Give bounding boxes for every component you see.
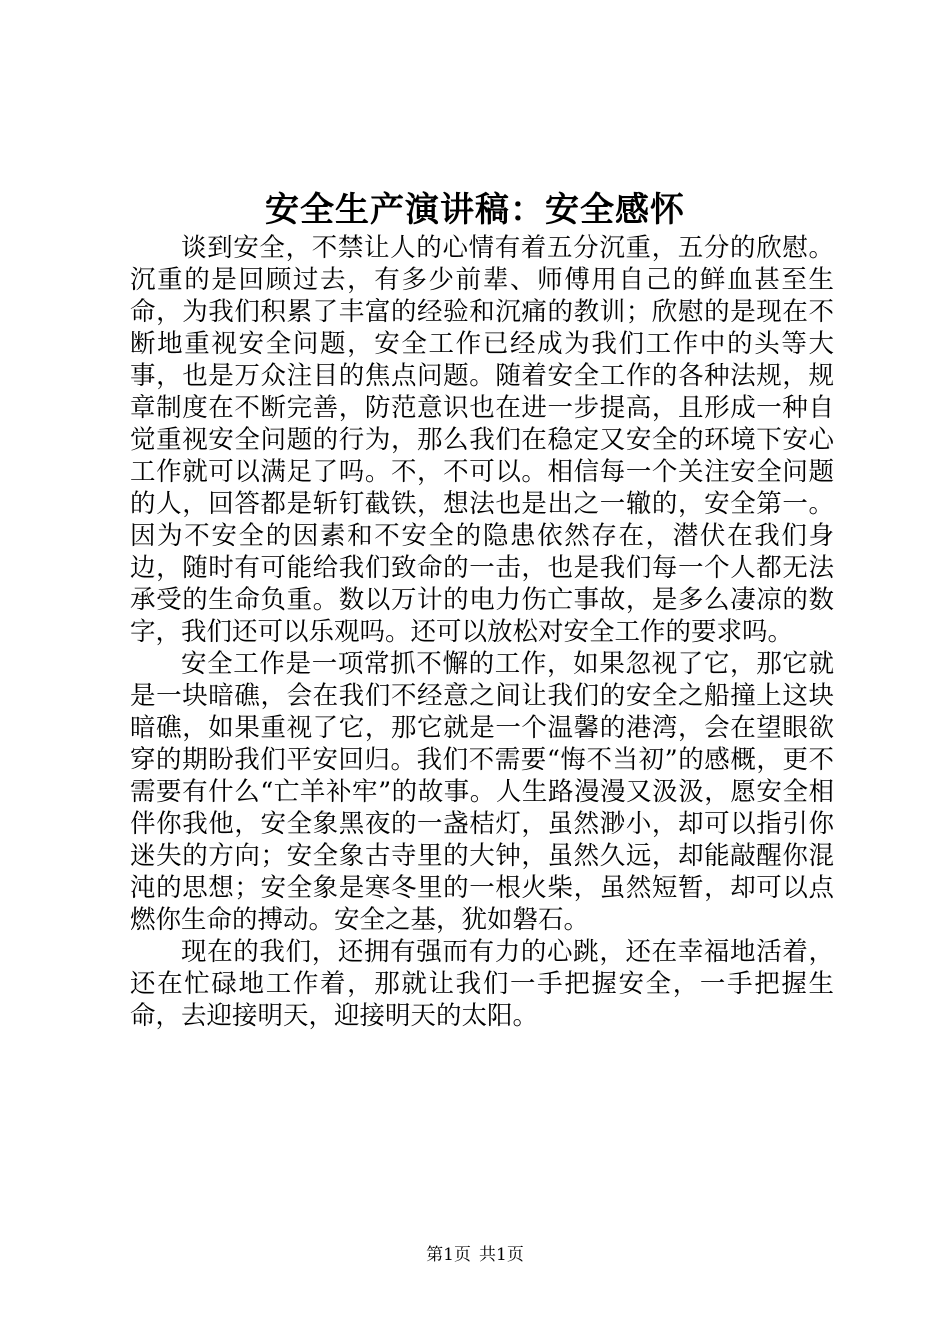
document-title: 安全生产演讲稿：安全感怀 [265,190,685,230]
paragraph-1: 谈到安全，不禁让人的心情有着五分沉重，五分的欣慰。沉重的是回顾过去，有多少前辈、师傅用自己的鲜血甚至生命，为我们积累了丰富的经验和沉痛的教训；欣慰的是现在不断地重视安全问题，安全工作已经成为我们工作中的头等大事，也是万众注目的焦点问题。随着安全工作的各种法规，规章制度在不断完善，防范意识也在进一步提高，且形成一种自觉重视安全问题的行为，那么我们在稳定又安全的环境下安心工作就可以满足了吗。不，不可以。相信每一个关注安全问题的人，回答都是斩钉截铁，想法也是出之一辙的，安全第一。因为不安全的因素和不安全的隐患依然存在，潜伏在我们身边，随时有可能给我们致命的一击，也是我们每一个人都无法承受的生命负重。数以万计的电力伤亡事故，是多么凄凉的数字，我们还可以乐观吗。还可以放松对安全工作的要求吗。 [130,233,834,647]
page-footer [0,1243,950,1267]
page-number-current: 第1页 [426,1245,471,1265]
paragraph-2: 安全工作是一项常抓不懈的工作，如果忽视了它，那它就是一块暗礁，会在我们不经意之间让我们的安全之船撞上这块暗礁，如果重视了它，那它就是一个温馨的港湾，会在望眼欲穿的期盼我们平安回归。我们不需要“悔不当初”的感概，更不需要有什么“亡羊补牢”的故事。人生路漫漫又汲汲，愿安全相伴你我他，安全象黑夜的一盏桔灯，虽然渺小，却可以指引你迷失的方向；安全象古寺里的大钟，虽然久远，却能敲醒你混沌的思想；安全象是寒冬里的一根火柴，虽然短暂，却可以点燃你生命的搏动。安全之基，犹如磐石。 [130,649,834,935]
page-number-total: 共1页 [479,1245,524,1265]
document-body [130,232,834,1032]
paragraph-3: 现在的我们，还拥有强而有力的心跳，还在幸福地活着，还在忙碌地工作着，那就让我们一手把握安全，一手把握生命，去迎接明天，迎接明天的太阳。 [130,937,834,1031]
